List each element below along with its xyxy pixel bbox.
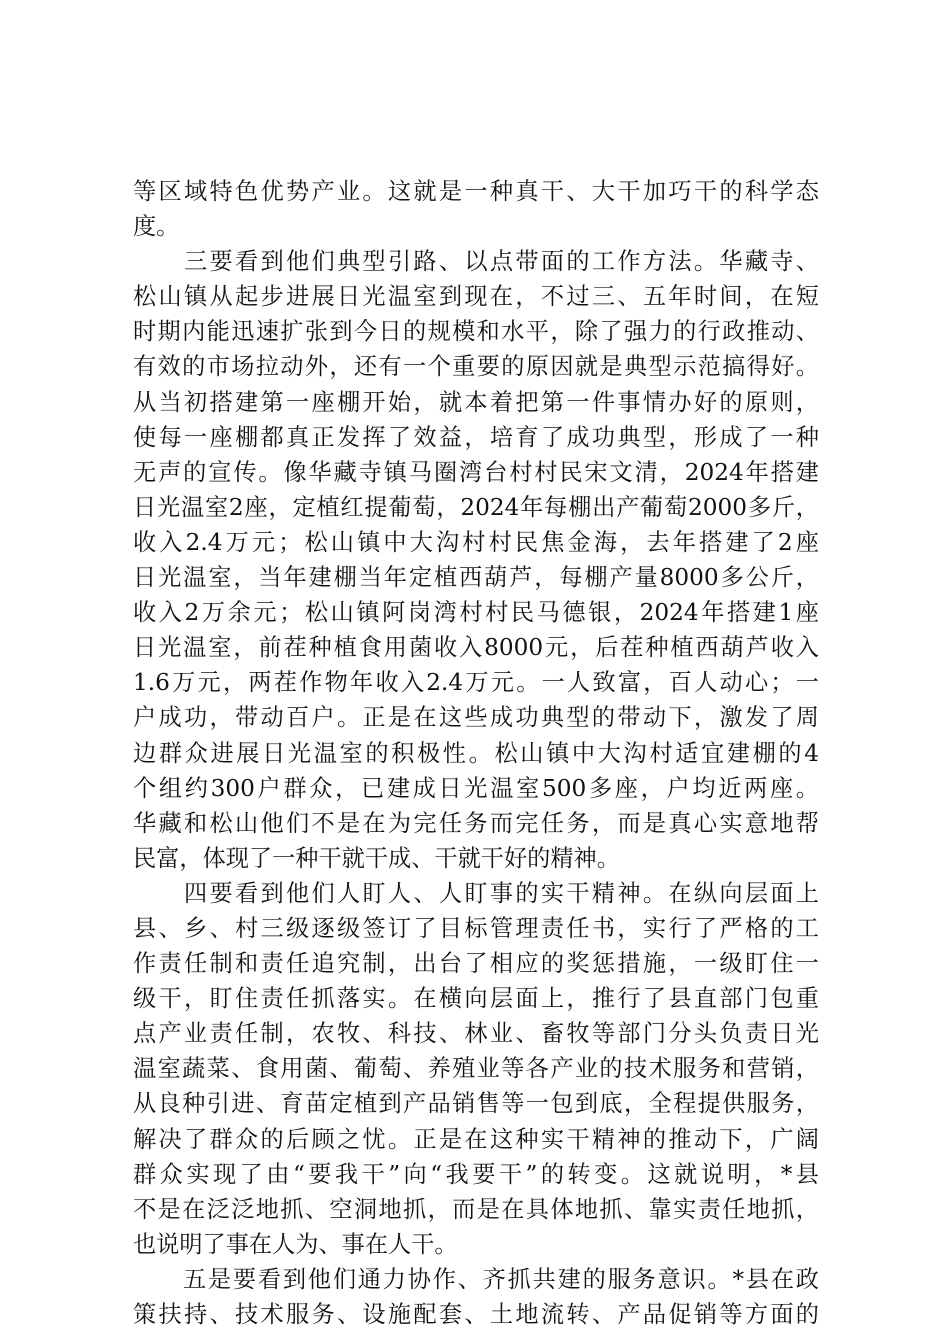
text-line: 等区域特色优势产业。这就是一种真干、大干加巧干的科学态 [133, 178, 819, 205]
text-line: 级干，盯住责任抓落实。在横向层面上，推行了县直部门包重 [133, 985, 819, 1013]
text-line: 华藏和松山他们不是在为完任务而完任务，而是真心实意地帮 [133, 809, 819, 837]
text-line: 度。 [133, 213, 180, 241]
text-line: 边群众进展日光温室的积极性。松山镇中大沟村适宜建棚的4 [133, 739, 819, 767]
text-line: 策扶持、技术服务、设施配套、土地流转、产品促销等方面的 [133, 1301, 819, 1328]
paragraph-start-line: 四要看到他们人盯人、人盯事的实干精神。在纵向层面上 [133, 879, 819, 907]
text-line: 使每一座棚都真正发挥了效益，培育了成功典型，形成了一种 [133, 423, 819, 451]
text-line: 群众实现了由“要我干”向“我要干”的转变。这就说明，*县 [133, 1160, 819, 1188]
text-line: 时期内能迅速扩张到今日的规模和水平，除了强力的行政推动、 [133, 318, 819, 346]
text-line: 户成功，带动百户。正是在这些成功典型的带动下，激发了周 [133, 704, 819, 732]
paragraph-start-line: 三要看到他们典型引路、以点带面的工作方法。华藏寺、 [133, 248, 819, 276]
text-line: 不是在泛泛地抓、空洞地抓，而是在具体地抓、靠实责任地抓， [133, 1195, 819, 1223]
text-line: 无声的宣传。像华藏寺镇马圈湾台村村民宋文清，2024年搭建 [133, 458, 819, 486]
text-line: 解决了群众的后顾之忧。正是在这种实干精神的推动下，广阔 [133, 1125, 819, 1153]
text-line: 从当初搭建第一座棚开始，就本着把第一件事情办好的原则， [133, 388, 819, 416]
text-line: 从良种引进、育苗定植到产品销售等一包到底，全程提供服务， [133, 1090, 819, 1118]
text-line: 有效的市场拉动外，还有一个重要的原因就是典型示范搞得好。 [133, 353, 819, 381]
text-line: 日光温室2座，定植红提葡萄，2024年每棚出产葡萄2000多斤， [133, 493, 819, 521]
text-line: 县、乡、村三级逐级签订了目标管理责任书，实行了严格的工 [133, 914, 819, 942]
body-text [133, 174, 819, 1332]
text-line: 1.6万元，两茬作物年收入2.4万元。一人致富，百人动心；一 [133, 669, 819, 697]
text-line: 点产业责任制，农牧、科技、林业、畜牧等部门分头负责日光 [133, 1020, 819, 1048]
paragraph-start-line: 五是要看到他们通力协作、齐抓共建的服务意识。*县在政 [133, 1265, 819, 1293]
text-line: 也说明了事在人为、事在人干。 [133, 1230, 458, 1258]
text-line: 个组约300户群众，已建成日光温室500多座，户均近两座。 [133, 774, 819, 802]
text-line: 温室蔬菜、食用菌、葡萄、养殖业等各产业的技术服务和营销， [133, 1055, 819, 1083]
text-line: 日光温室，前茬种植食用菌收入8000元，后茬种植西葫芦收入 [133, 634, 819, 662]
text-line: 作责任制和责任追究制，出台了相应的奖惩措施，一级盯住一 [133, 950, 819, 978]
text-line: 收入2万余元；松山镇阿岗湾村村民马德银，2024年搭建1座 [133, 599, 819, 627]
text-line: 日光温室，当年建棚当年定植西葫芦，每棚产量8000多公斤， [133, 564, 819, 592]
text-line: 民富，体现了一种干就干成、干就干好的精神。 [133, 844, 620, 872]
text-line: 收入2.4万元；松山镇中大沟村村民焦金海，去年搭建了2座 [133, 528, 819, 556]
text-line: 松山镇从起步进展日光温室到现在，不过三、五年时间，在短 [133, 283, 819, 311]
